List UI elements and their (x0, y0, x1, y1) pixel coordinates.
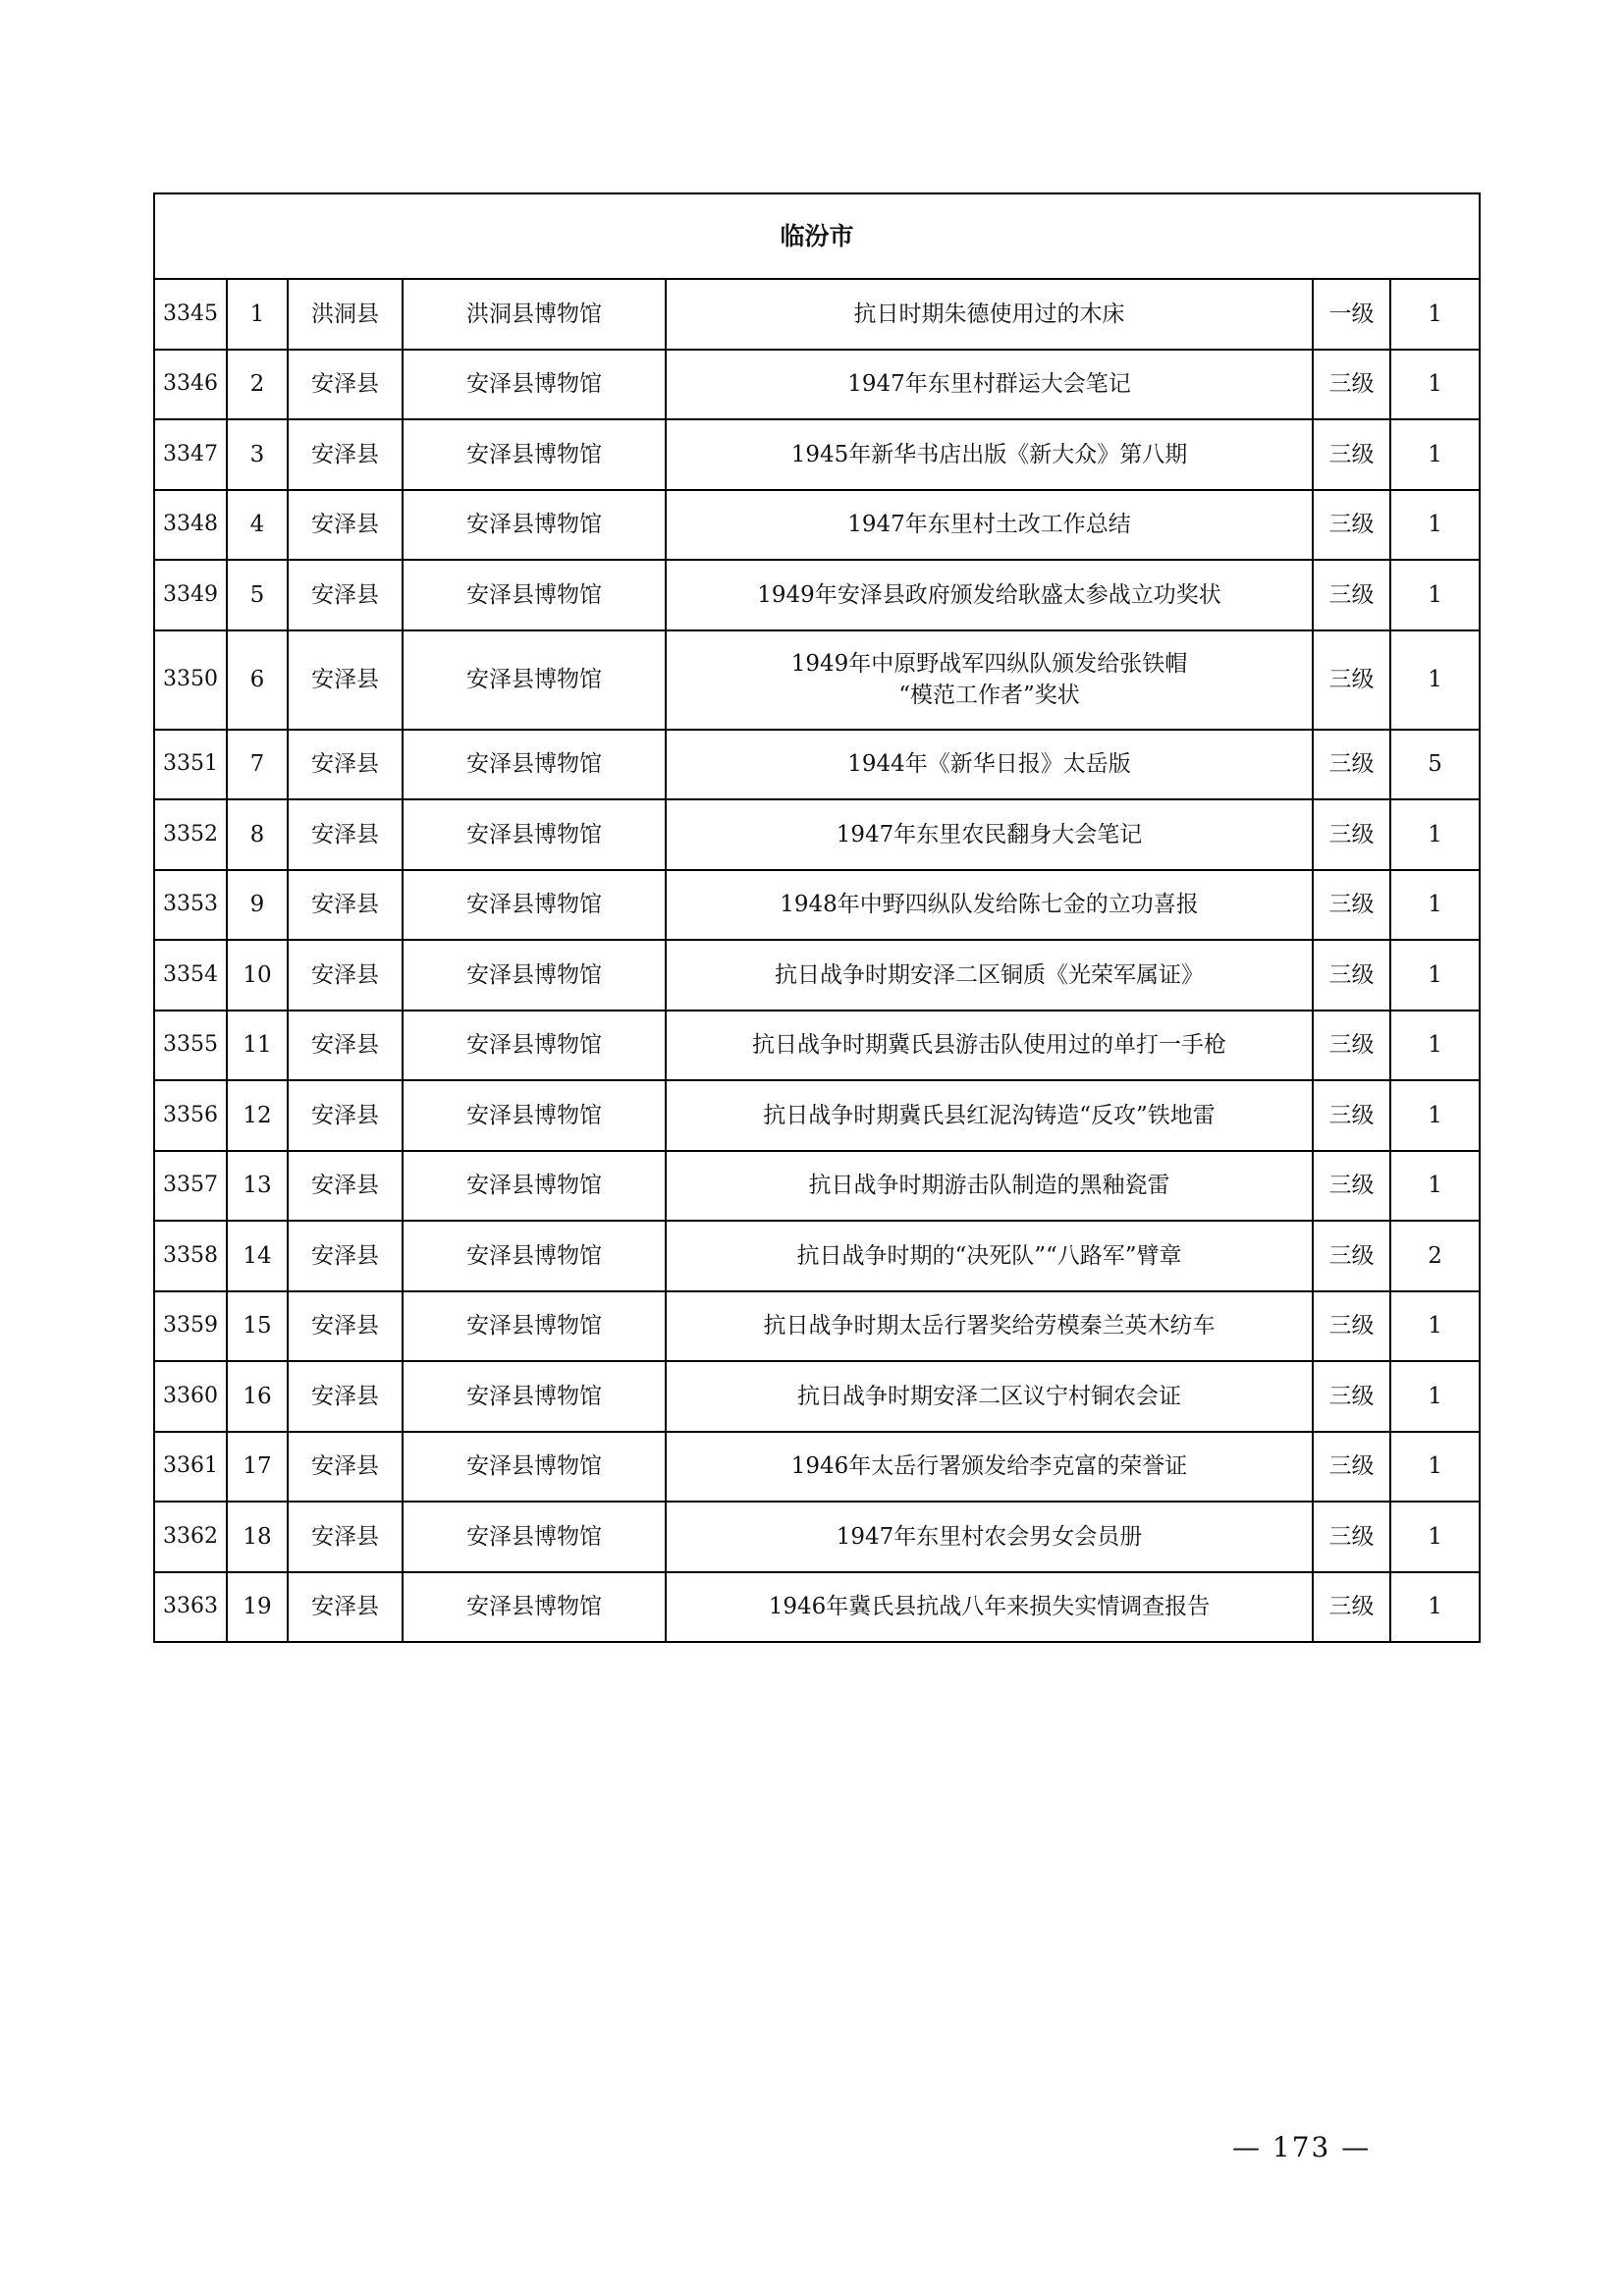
table-row (154, 1080, 1480, 1151)
cell-museum: 安泽县博物馆 (403, 1502, 666, 1572)
section-title: 临汾市 (154, 193, 1480, 279)
table-row (154, 1572, 1480, 1643)
cell-relic-name: 抗日战争时期冀氏县红泥沟铸造“反攻”铁地雷 (666, 1080, 1313, 1151)
cell-county: 安泽县 (288, 799, 403, 870)
table-row (154, 350, 1480, 420)
cell-serial-number: 11 (227, 1011, 288, 1081)
cell-collection-id: 3347 (154, 419, 227, 490)
table-row (154, 419, 1480, 490)
relics-table (153, 192, 1481, 1643)
cell-collection-id: 3351 (154, 730, 227, 800)
cell-museum: 安泽县博物馆 (403, 419, 666, 490)
table-row (154, 1432, 1480, 1503)
cell-collection-id: 3360 (154, 1361, 227, 1432)
cell-county: 安泽县 (288, 1432, 403, 1503)
cell-museum: 安泽县博物馆 (403, 1080, 666, 1151)
cell-serial-number: 16 (227, 1361, 288, 1432)
cell-relic-name: 1947年东里村土改工作总结 (666, 490, 1313, 561)
cell-relic-name: 1947年东里村群运大会笔记 (666, 350, 1313, 420)
cell-serial-number: 15 (227, 1291, 288, 1362)
cell-grade: 三级 (1313, 1432, 1390, 1503)
cell-collection-id: 3358 (154, 1221, 227, 1291)
cell-grade: 三级 (1313, 1221, 1390, 1291)
table-row (154, 630, 1480, 730)
cell-collection-id: 3362 (154, 1502, 227, 1572)
cell-quantity: 2 (1390, 1221, 1480, 1291)
cell-serial-number: 3 (227, 419, 288, 490)
cell-quantity: 5 (1390, 730, 1480, 800)
cell-serial-number: 1 (227, 279, 288, 350)
cell-collection-id: 3352 (154, 799, 227, 870)
cell-collection-id: 3345 (154, 279, 227, 350)
cell-relic-name: 1947年东里农民翻身大会笔记 (666, 799, 1313, 870)
cell-grade: 三级 (1313, 1011, 1390, 1081)
table-row (154, 870, 1480, 941)
cell-grade: 三级 (1313, 1361, 1390, 1432)
cell-collection-id: 3353 (154, 870, 227, 941)
table-row (154, 1151, 1480, 1222)
cell-grade: 三级 (1313, 419, 1390, 490)
cell-museum: 安泽县博物馆 (403, 870, 666, 941)
table-row (154, 730, 1480, 800)
cell-museum: 安泽县博物馆 (403, 1432, 666, 1503)
cell-county: 安泽县 (288, 1572, 403, 1643)
cell-grade: 三级 (1313, 350, 1390, 420)
cell-quantity: 1 (1390, 1011, 1480, 1081)
cell-serial-number: 12 (227, 1080, 288, 1151)
cell-relic-name: 抗日战争时期安泽二区议宁村铜农会证 (666, 1361, 1313, 1432)
cell-county: 安泽县 (288, 1221, 403, 1291)
cell-relic-name: 1944年《新华日报》太岳版 (666, 730, 1313, 800)
cell-serial-number: 7 (227, 730, 288, 800)
cell-quantity: 1 (1390, 630, 1480, 730)
cell-county: 安泽县 (288, 730, 403, 800)
cell-quantity: 1 (1390, 490, 1480, 561)
cell-collection-id: 3349 (154, 560, 227, 630)
cell-grade: 三级 (1313, 630, 1390, 730)
cell-collection-id: 3361 (154, 1432, 227, 1503)
cell-relic-name: 抗日战争时期安泽二区铜质《光荣军属证》 (666, 940, 1313, 1011)
cell-grade: 三级 (1313, 799, 1390, 870)
cell-grade: 三级 (1313, 870, 1390, 941)
cell-quantity: 1 (1390, 1291, 1480, 1362)
cell-serial-number: 9 (227, 870, 288, 941)
cell-museum: 安泽县博物馆 (403, 630, 666, 730)
cell-serial-number: 2 (227, 350, 288, 420)
cell-serial-number: 13 (227, 1151, 288, 1222)
cell-county: 安泽县 (288, 350, 403, 420)
cell-grade: 三级 (1313, 560, 1390, 630)
cell-relic-name: 抗日战争时期太岳行署奖给劳模秦兰英木纺车 (666, 1291, 1313, 1362)
cell-museum: 安泽县博物馆 (403, 1291, 666, 1362)
table-row (154, 279, 1480, 350)
cell-county: 安泽县 (288, 1151, 403, 1222)
cell-grade: 三级 (1313, 490, 1390, 561)
cell-quantity: 1 (1390, 350, 1480, 420)
cell-quantity: 1 (1390, 799, 1480, 870)
cell-quantity: 1 (1390, 279, 1480, 350)
cell-museum: 安泽县博物馆 (403, 799, 666, 870)
cell-relic-name: 抗日战争时期的“决死队”“八路军”臂章 (666, 1221, 1313, 1291)
cell-quantity: 1 (1390, 1572, 1480, 1643)
table-row (154, 1361, 1480, 1432)
cell-grade: 三级 (1313, 940, 1390, 1011)
cell-collection-id: 3350 (154, 630, 227, 730)
cell-quantity: 1 (1390, 1151, 1480, 1222)
cell-relic-name: 1947年东里村农会男女会员册 (666, 1502, 1313, 1572)
cell-county: 安泽县 (288, 1502, 403, 1572)
cell-serial-number: 17 (227, 1432, 288, 1503)
cell-museum: 安泽县博物馆 (403, 350, 666, 420)
cell-grade: 三级 (1313, 730, 1390, 800)
table-row (154, 560, 1480, 630)
cell-museum: 安泽县博物馆 (403, 1572, 666, 1643)
table-row (154, 1221, 1480, 1291)
cell-museum: 安泽县博物馆 (403, 730, 666, 800)
cell-museum: 安泽县博物馆 (403, 490, 666, 561)
table-row (154, 1291, 1480, 1362)
cell-relic-name: 抗日时期朱德使用过的木床 (666, 279, 1313, 350)
cell-county: 安泽县 (288, 560, 403, 630)
cell-collection-id: 3348 (154, 490, 227, 561)
cell-relic-name: 1945年新华书店出版《新大众》第八期 (666, 419, 1313, 490)
cell-museum: 安泽县博物馆 (403, 1361, 666, 1432)
cell-county: 安泽县 (288, 630, 403, 730)
cell-collection-id: 3354 (154, 940, 227, 1011)
section-header-row (154, 193, 1480, 279)
cell-serial-number: 18 (227, 1502, 288, 1572)
cell-collection-id: 3355 (154, 1011, 227, 1081)
cell-serial-number: 14 (227, 1221, 288, 1291)
cell-serial-number: 10 (227, 940, 288, 1011)
cell-quantity: 1 (1390, 870, 1480, 941)
cell-grade: 三级 (1313, 1291, 1390, 1362)
cell-grade: 三级 (1313, 1572, 1390, 1643)
cell-relic-name: 抗日战争时期冀氏县游击队使用过的单打一手枪 (666, 1011, 1313, 1081)
cell-museum: 安泽县博物馆 (403, 940, 666, 1011)
cell-serial-number: 8 (227, 799, 288, 870)
cell-county: 安泽县 (288, 870, 403, 941)
cell-quantity: 1 (1390, 1361, 1480, 1432)
table-row (154, 1011, 1480, 1081)
cell-county: 安泽县 (288, 1291, 403, 1362)
cell-county: 安泽县 (288, 490, 403, 561)
table-row (154, 1502, 1480, 1572)
cell-relic-name: 1946年太岳行署颁发给李克富的荣誉证 (666, 1432, 1313, 1503)
cell-serial-number: 6 (227, 630, 288, 730)
cell-grade: 一级 (1313, 279, 1390, 350)
page-number: — 173 — (1232, 2131, 1372, 2163)
cell-quantity: 1 (1390, 1080, 1480, 1151)
cell-county: 安泽县 (288, 419, 403, 490)
cell-quantity: 1 (1390, 419, 1480, 490)
cell-relic-name: 1949年中原野战军四纵队颁发给张铁帽 “模范工作者”奖状 (666, 630, 1313, 730)
cell-quantity: 1 (1390, 1502, 1480, 1572)
cell-museum: 安泽县博物馆 (403, 1151, 666, 1222)
cell-relic-name: 抗日战争时期游击队制造的黑釉瓷雷 (666, 1151, 1313, 1222)
table-row (154, 490, 1480, 561)
table-row (154, 940, 1480, 1011)
cell-serial-number: 19 (227, 1572, 288, 1643)
cell-relic-name: 1946年冀氏县抗战八年来损失实情调查报告 (666, 1572, 1313, 1643)
cell-serial-number: 4 (227, 490, 288, 561)
cell-museum: 安泽县博物馆 (403, 560, 666, 630)
cell-collection-id: 3359 (154, 1291, 227, 1362)
table-row (154, 799, 1480, 870)
cell-county: 洪洞县 (288, 279, 403, 350)
cell-collection-id: 3363 (154, 1572, 227, 1643)
cell-county: 安泽县 (288, 1011, 403, 1081)
cell-museum: 安泽县博物馆 (403, 1221, 666, 1291)
cell-collection-id: 3356 (154, 1080, 227, 1151)
cell-serial-number: 5 (227, 560, 288, 630)
cell-grade: 三级 (1313, 1502, 1390, 1572)
cell-museum: 安泽县博物馆 (403, 1011, 666, 1081)
cell-county: 安泽县 (288, 1080, 403, 1151)
cell-museum: 洪洞县博物馆 (403, 279, 666, 350)
cell-county: 安泽县 (288, 1361, 403, 1432)
cell-grade: 三级 (1313, 1080, 1390, 1151)
cell-collection-id: 3346 (154, 350, 227, 420)
cell-grade: 三级 (1313, 1151, 1390, 1222)
cell-quantity: 1 (1390, 940, 1480, 1011)
cell-collection-id: 3357 (154, 1151, 227, 1222)
cell-quantity: 1 (1390, 1432, 1480, 1503)
cell-county: 安泽县 (288, 940, 403, 1011)
cell-quantity: 1 (1390, 560, 1480, 630)
cell-relic-name: 1948年中野四纵队发给陈七金的立功喜报 (666, 870, 1313, 941)
cell-relic-name: 1949年安泽县政府颁发给耿盛太参战立功奖状 (666, 560, 1313, 630)
